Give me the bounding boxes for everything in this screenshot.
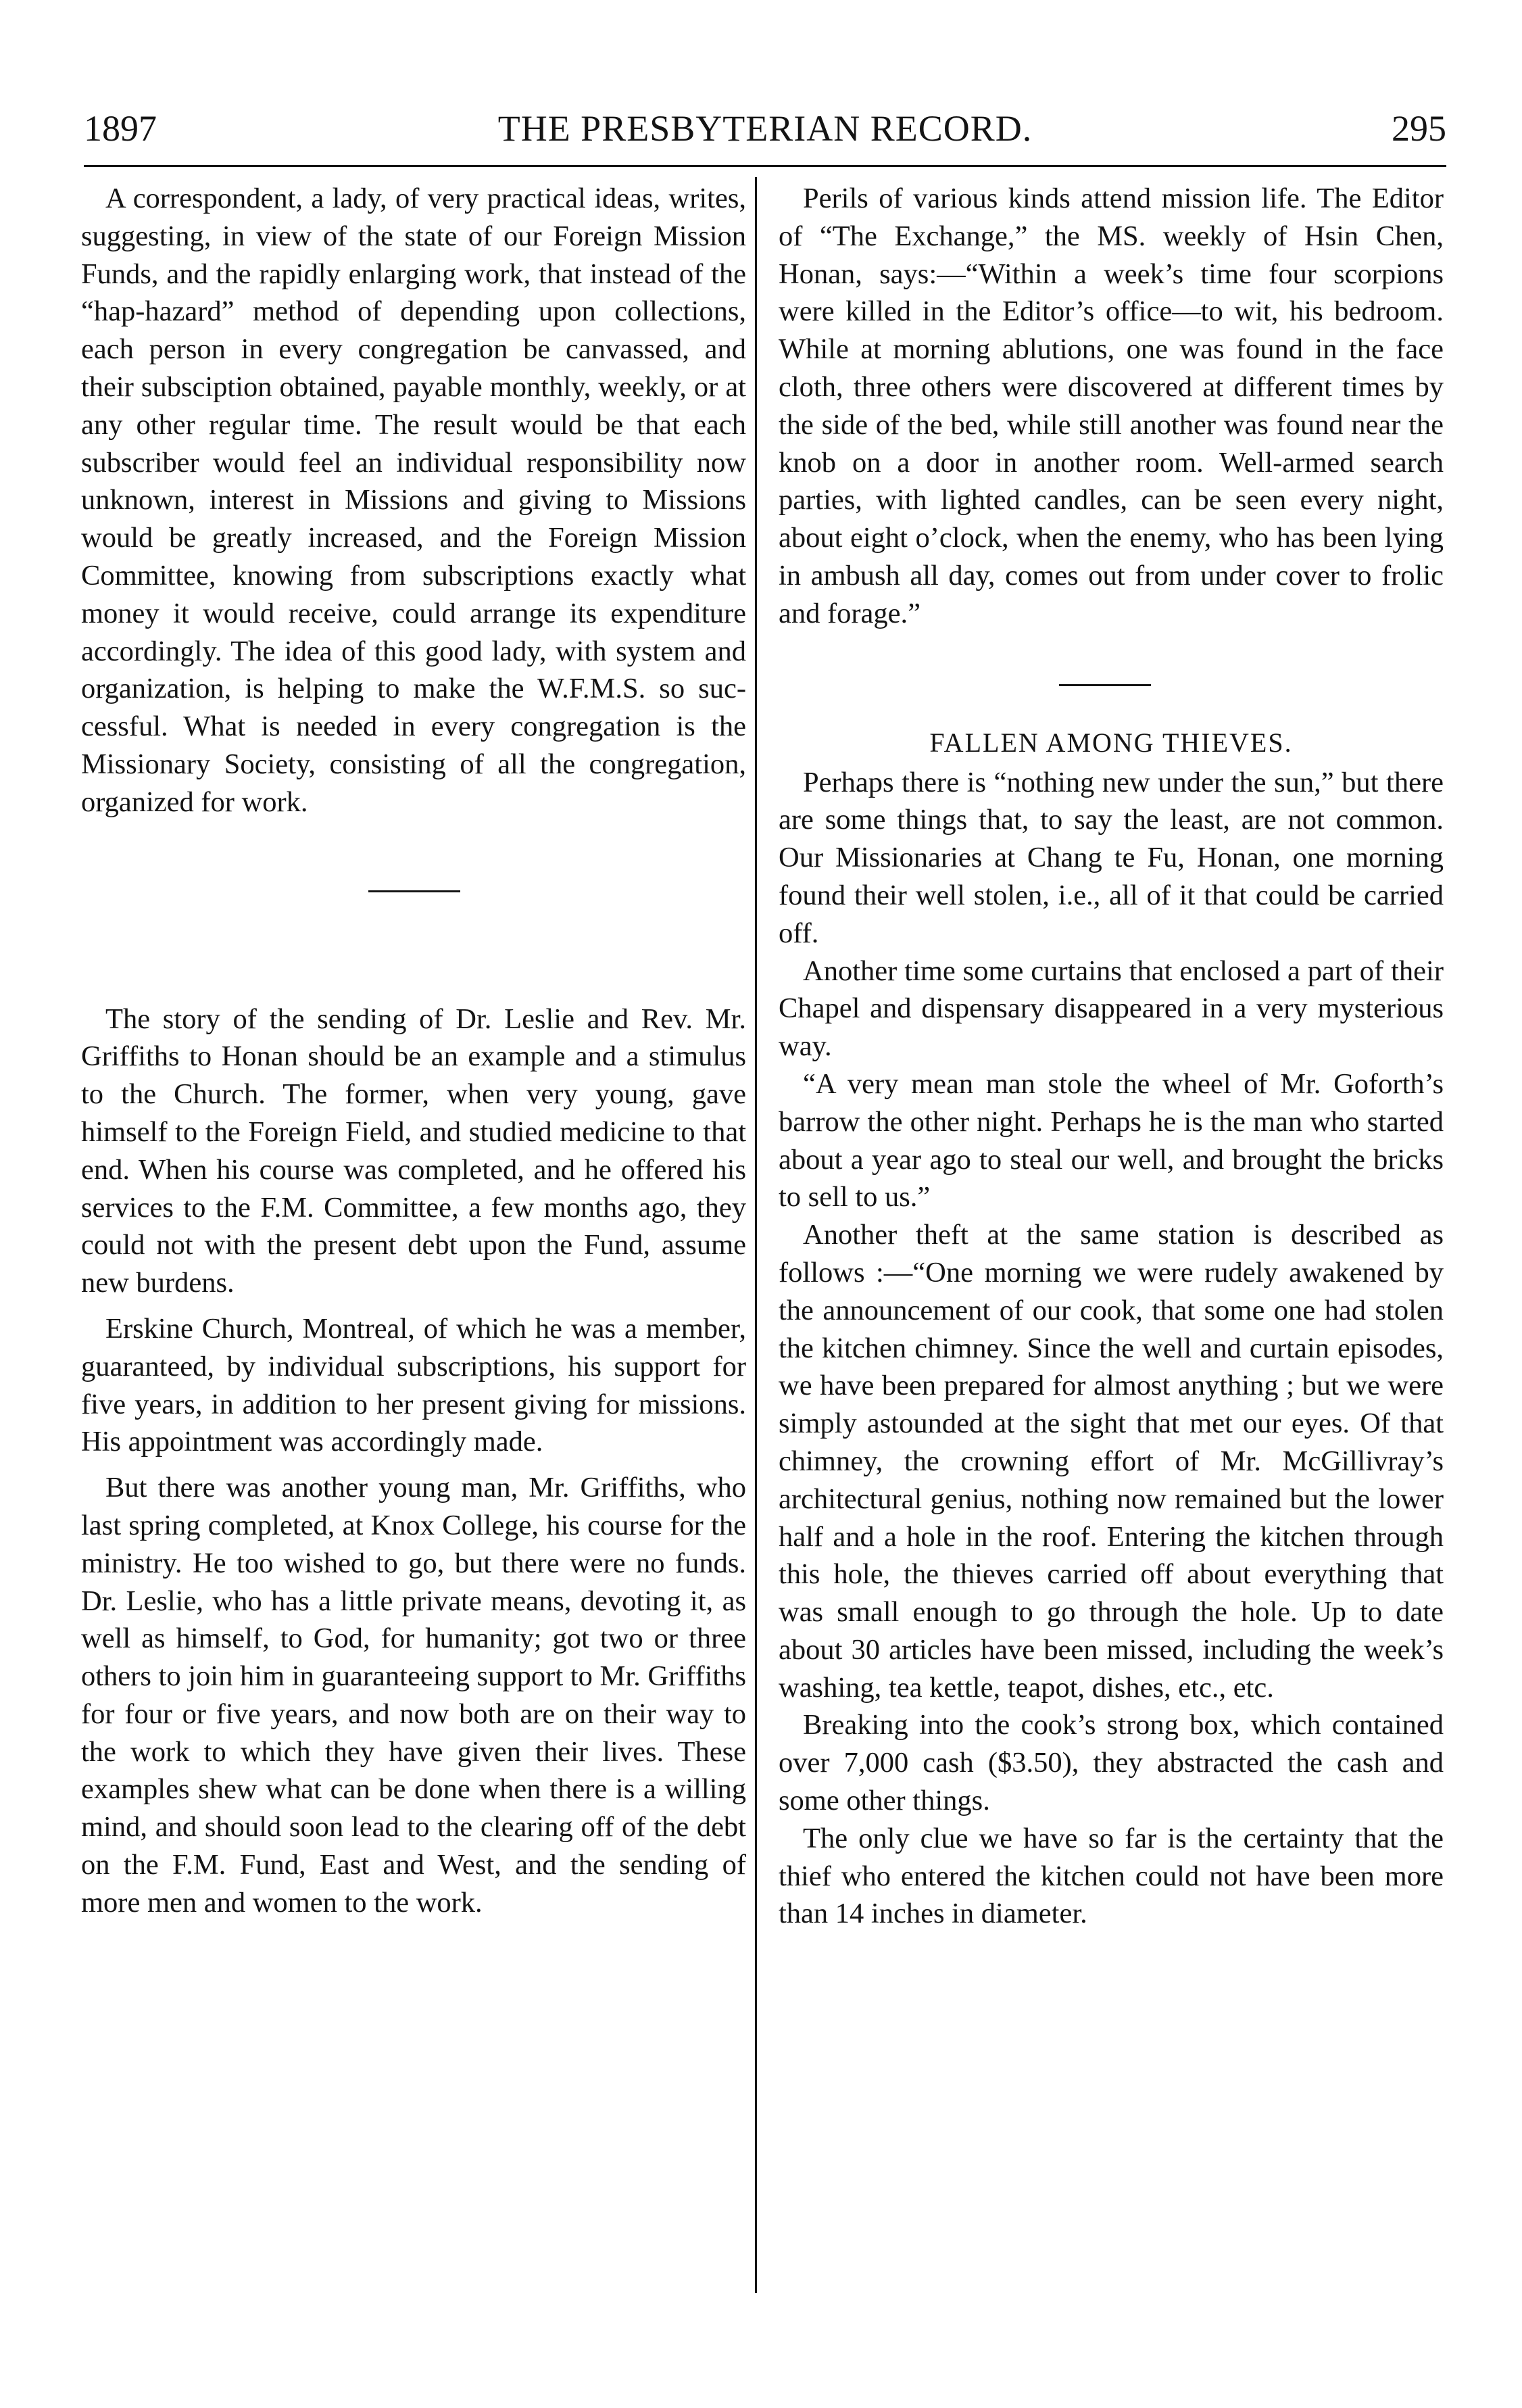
section-divider: [368, 890, 460, 892]
column-divider: [755, 177, 757, 2293]
article-paragraph: “A very mean man stole the wheel of Mr. Goforth’s barrow the other night. Perhaps he is the man who started about a year ago to steal our well, and brought the bricks to sell to us.”: [779, 1067, 1444, 1213]
article-paragraph: Perils of various kinds attend mission life. The Editor of “The Exchange,” the MS. weekly of Hsin Chen, Honan, says:—“Within a week’s time four scorpions were killed in the Editor’s office—to wit, his bedroom. While at morning ablutions, one was found in the face cloth, three others were discovered at different times by the side of the bed, while still another was found near the knob on a door in another room. Well-armed search parties, with lighted candles, can be seen every night, about eight o’clock, when the enemy, who has been lying in ambush all day, comes out from under cover to frolic and forage.”: [779, 183, 1444, 629]
header-rule: [84, 165, 1446, 167]
running-head: [84, 101, 1446, 155]
header-year: 1897: [84, 108, 157, 149]
publication-title: THE PRESBYTERIAN RECORD.: [497, 108, 1033, 149]
article-paragraph: Another time some curtains that enclosed a part of their Chapel and dispensary disappeared in a very mysterious way.: [779, 955, 1444, 1063]
article-paragraph: Erskine Church, Montreal, of which he was a member, guaranteed, by individual subscriptions, his support for five years, in addition to her present giving for missions. His appointment was accordingly made.: [81, 1312, 746, 1458]
page-number: 295: [1392, 108, 1446, 149]
article-paragraph: Another theft at the same station is described as follows :—“One morning we were rudely awakened by the announcement of our cook, that some one had stolen the kitchen chimney. Since the well and curtain episodes, we have been prepared for almost anything ; but we were simply astounded at the sight that met our eyes. Of that chimney, the crowning effort of Mr. McGillivray’s architectural genius, nothing now remained but the lower half and a hole in the roof. Entering the kitchen through this hole, the thieves carried off about everything that was small enough to go through the hole. Up to date about 30 articles have been missed, including the week’s washing, tea kettle, teapot, dishes, etc., etc.: [779, 1219, 1444, 1704]
article-paragraph: Perhaps there is “nothing new under the sun,” but there are some things that, to say the least, are not common. Our Missionaries at Chang te Fu, Honan, one morning found their well stolen, i.e., all of it that could be carried off.: [779, 766, 1444, 949]
section-heading: FALLEN AMONG THIEVES.: [929, 727, 1293, 758]
right-column: [779, 180, 1444, 1933]
article-paragraph: The only clue we have so far is the certainty that the thief who entered the kitchen could not have been more than 14 inches in diameter.: [779, 1822, 1444, 1930]
article-paragraph: Breaking into the cook’s strong box, which contained over 7,000 cash ($3.50), they abstracted the cash and some other things.: [779, 1709, 1444, 1817]
left-column: [81, 180, 746, 1922]
article-paragraph: The story of the sending of Dr. Leslie and Rev. Mr. Griffiths to Honan should be an example and a stimulus to the Church. The former, when very young, gave himself to the Foreign Field, and studied medicine to that end. When his course was completed, and he offered his services to the F.M. Committee, a few months ago, they could not with the present debt upon the Fund, assume new burdens.: [81, 1003, 746, 1299]
section-divider: [1059, 684, 1151, 686]
article-paragraph: But there was another young man, Mr. Griffiths, who last spring completed, at Knox College, his course for the ministry. He too wished to go, but there were no funds. Dr. Leslie, who has a little private means, devoting it, as well as himself, to God, for humanity; got two or three others to join him in guaranteeing support to Mr. Griffiths for four or five years, and now both are on their way to the work to which they have given their lives. These examples shew what can be done when there is a willing mind, and should soon lead to the clearing off of the debt on the F.M. Fund, East and West, and the sending of more men and women to the work.: [81, 1472, 746, 1919]
article-paragraph: A correspondent, a lady, of very practical ideas, writes, suggesting, in view of the state of our Foreign Mission Funds, and the rapidly enlarging work, that instead of the “hap-hazard” method of depending upon collections, each person in every congregation be canvassed, and their subsciption obtained, payable monthly, weekly, or at any other regular time. The result would be that each subscriber would feel an individual responsibility now unknown, interest in Missions and giving to Missions would be greatly increased, and the Foreign Mission Committee, knowing from subscriptions exactly what money it would receive, could arrange its expenditure accordingly. The idea of this good lady, with system and organization, is helping to make the W.F.M.S. so successful. What is needed in every congregation is the Missionary Society, consisting of all the congregation, organized for work.: [81, 183, 746, 818]
